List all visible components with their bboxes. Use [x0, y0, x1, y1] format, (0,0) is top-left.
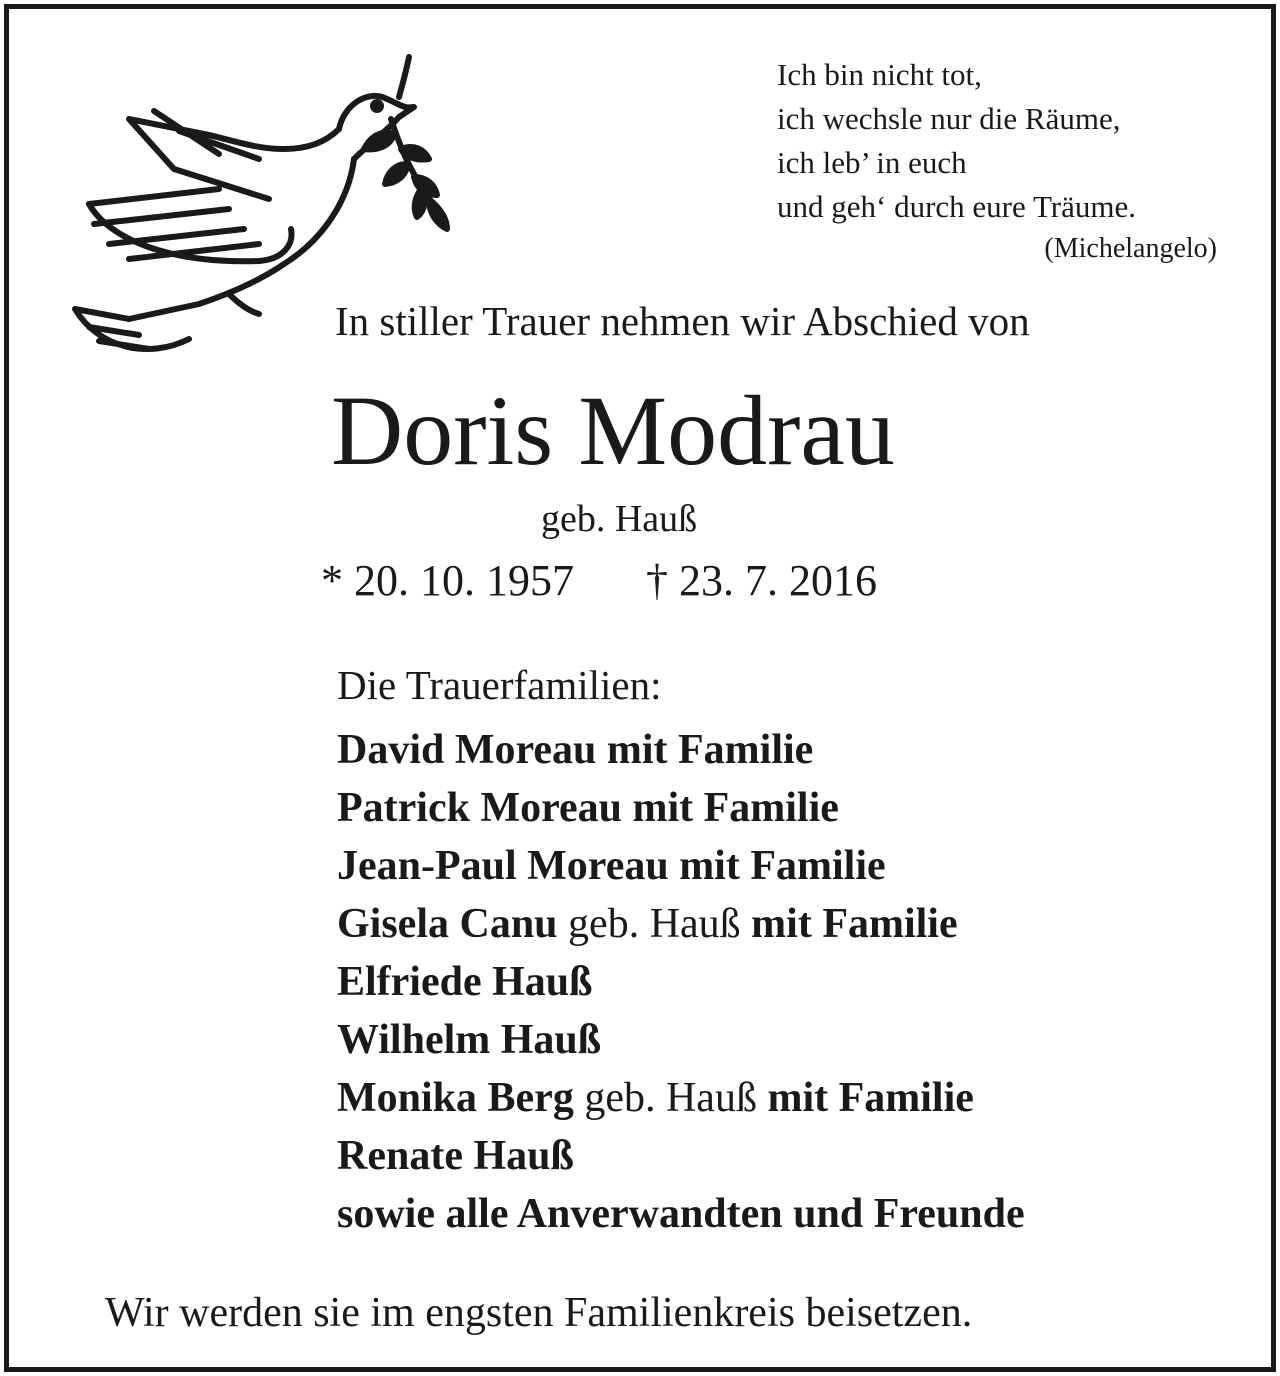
poem-author: (Michelangelo)	[1044, 233, 1217, 264]
mourner-name: Jean-Paul Moreau mit Familie	[337, 843, 886, 889]
mourner-name: Elfriede Hauß	[337, 959, 593, 1005]
mourners-label: Die Trauerfamilien:	[337, 662, 662, 708]
mourner-row	[337, 953, 1025, 1011]
life-dates	[321, 555, 877, 606]
mourner-suffix: mit Familie	[767, 1075, 974, 1121]
poem-line: und geh‘ durch eure Träume.	[777, 189, 1136, 224]
birth-name: geb. Hauß	[541, 498, 698, 540]
intro-text: In stiller Trauer nehmen wir Abschied von	[335, 298, 1030, 344]
mourner-row	[337, 1185, 1025, 1243]
mourner-row	[337, 779, 1025, 837]
closing-text: Wir werden sie im engsten Familienkreis beisetzen.	[105, 1290, 973, 1336]
mourner-name: Monika Berg	[337, 1075, 574, 1121]
deceased-name: Doris Modrau	[331, 375, 895, 486]
mourner-name: sowie alle Anverwandten und Freunde	[337, 1191, 1025, 1237]
mourner-row	[337, 837, 1025, 895]
mourner-name: David Moreau mit Familie	[337, 727, 814, 773]
mourner-name: Patrick Moreau mit Familie	[337, 785, 839, 831]
mourner-name: Renate Hauß	[337, 1133, 574, 1179]
mourner-row	[337, 1127, 1025, 1185]
quote-poem	[777, 53, 1217, 269]
mourner-row	[337, 1011, 1025, 1069]
poem-line: ich wechsle nur die Räume,	[777, 101, 1121, 136]
mourner-birth-name: geb. Hauß	[557, 901, 752, 947]
obituary-notice	[4, 4, 1276, 1372]
birth-date: * 20. 10. 1957	[321, 556, 574, 605]
mourner-name: Wilhelm Hauß	[337, 1017, 602, 1063]
mourner-row	[337, 721, 1025, 779]
mourner-row	[337, 895, 1025, 953]
mourner-suffix: mit Familie	[751, 901, 958, 947]
mourner-birth-name: geb. Hauß	[573, 1075, 768, 1121]
mourner-row	[337, 1069, 1025, 1127]
poem-line: Ich bin nicht tot,	[777, 57, 982, 92]
mourners-list	[337, 721, 1025, 1243]
poem-line: ich leb’ in euch	[777, 145, 967, 180]
death-date: † 23. 7. 2016	[646, 556, 877, 605]
mourner-name: Gisela Canu	[337, 901, 558, 947]
